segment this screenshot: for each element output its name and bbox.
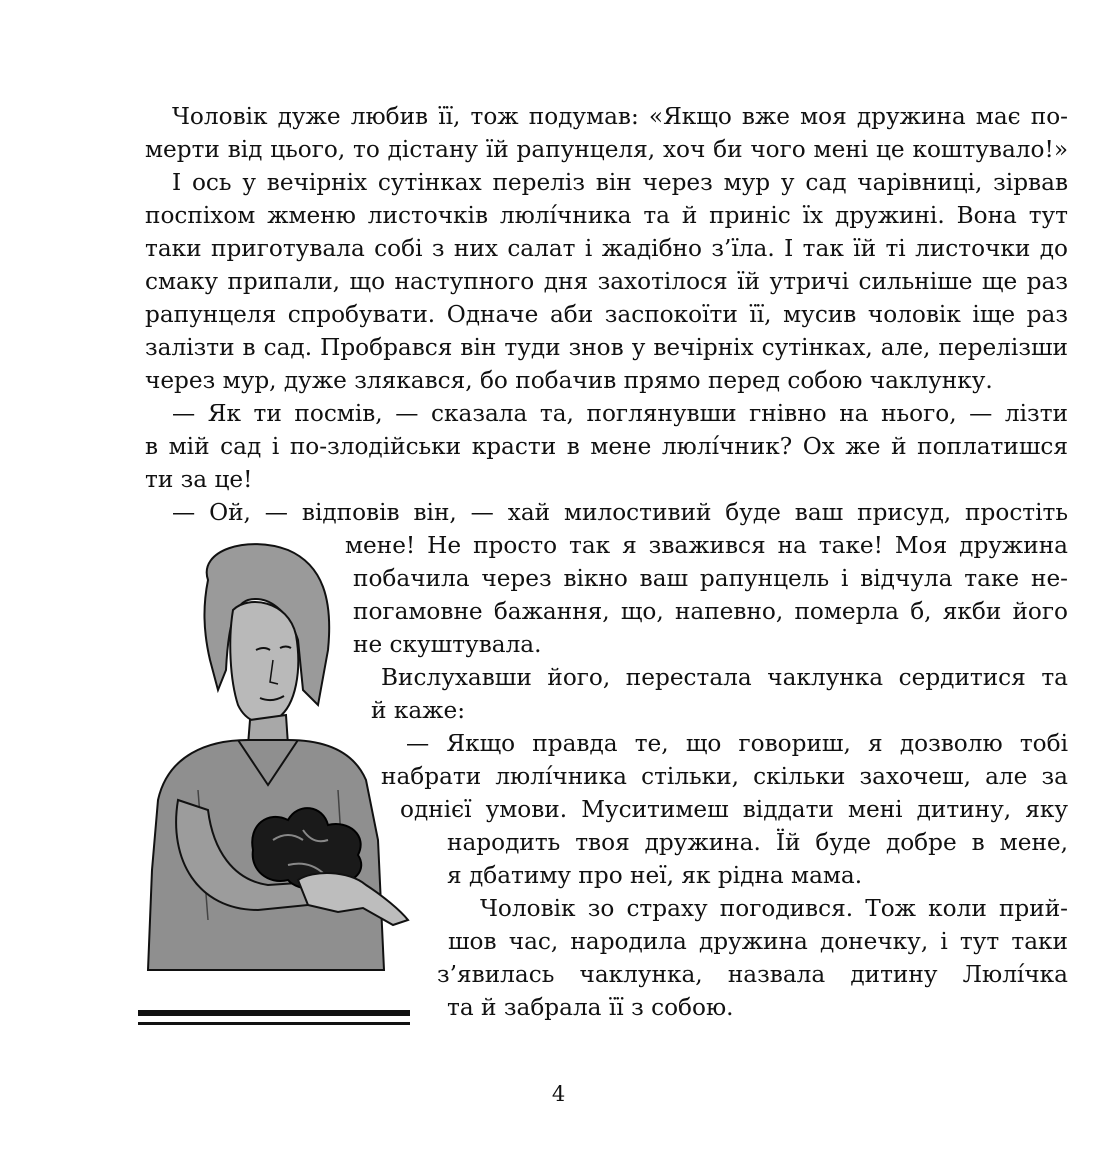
text-line: погамовне бажання, що, напевно, померла б, якби його: [353, 598, 1068, 625]
text-line: смаку припали, що наступного дня захотілося їй утричі сильніше ще раз: [145, 268, 1068, 295]
text-line: залізти в сад. Пробрався він туди знов у вечірніх сутінках, але, перелізши: [145, 334, 1068, 361]
text-line: ти за це!: [145, 466, 253, 493]
man-holding-leaves-illustration: [138, 540, 433, 1040]
text-line: мене! Не просто так я зважився на таке! Моя дружина: [345, 532, 1068, 559]
text-line: та й забрала її з собою.: [447, 994, 734, 1021]
text-line: народить твоя дружина. Їй буде добре в мене,: [447, 829, 1068, 856]
text-line: однієї умови. Муситимеш віддати мені дитину, яку: [400, 796, 1068, 823]
page-number: 4: [551, 1082, 566, 1106]
text-line: — Як ти посмів, — сказала та, поглянувши гнівно на нього, — лізти: [172, 400, 1068, 427]
text-line: Вислухавши його, перестала чаклунка сердитися та: [381, 664, 1068, 691]
text-line: набрати люлíчника стільки, скільки захочеш, але за: [381, 763, 1068, 790]
text-line: мерти від цього, то дістану їй рапунцеля, хоч би чого мені це коштувало!»: [145, 136, 1068, 163]
text-line: рапунцеля спробувати. Одначе аби заспокоїти її, мусив чоловік іще раз: [145, 301, 1068, 328]
text-line: Чоловік зо страху погодився. Тож коли прий-: [480, 895, 1068, 922]
text-line: — Ой, — відповів він, — хай милостивий буде ваш присуд, простіть: [172, 499, 1068, 526]
text-line: в мій сад і по-злодійськи красти в мене люлíчник? Ох же й поплатишся: [145, 433, 1068, 460]
text-line: Чоловік дуже любив її, тож подумав: «Якщо вже моя дружина має по-: [172, 103, 1068, 130]
text-line: я дбатиму про неї, як рідна мама.: [447, 862, 863, 889]
text-line: з’явилась чаклунка, назвала дитину Люлíчка: [437, 961, 1068, 988]
text-line: — Якщо правда те, що говориш, я дозволю тобі: [406, 730, 1068, 757]
text-line: й каже:: [371, 697, 466, 724]
text-line: через мур, дуже злякався, бо побачив прямо перед собою чаклунку.: [145, 367, 993, 394]
text-line: побачила через вікно ваш рапунцель і відчула таке не-: [353, 565, 1068, 592]
text-line: не скуштувала.: [353, 631, 542, 658]
text-line: шов час, народила дружина донечку, і тут таки: [448, 928, 1068, 955]
text-line: поспіхом жменю листочків люлíчника та й приніс їх дружині. Вона тут: [145, 202, 1068, 229]
text-line: таки приготувала собі з них салат і жадібно з’їла. І так їй ті листочки до: [145, 235, 1068, 262]
text-line: І ось у вечірніх сутінках переліз він через мур у сад чарівниці, зірвав: [172, 169, 1068, 196]
